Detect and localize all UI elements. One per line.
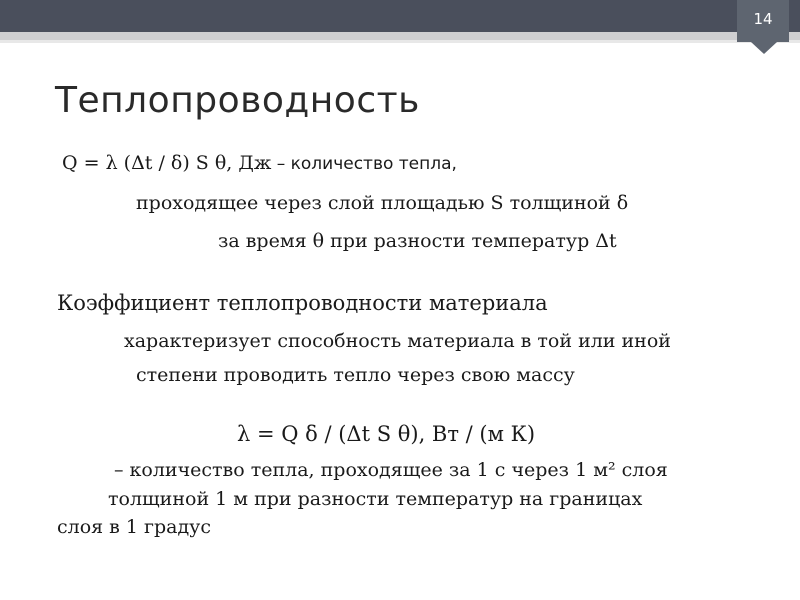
formula1-description-start: – количество тепла, [271,154,457,174]
slide-number-badge-arrow [751,42,777,54]
formula1-expression: Q = λ (Δt / δ) S θ, Дж [62,152,272,174]
slide-header-stripe [0,32,800,40]
coefficient-heading: Коэффициент теплопроводности материала [57,291,548,315]
formula2-description-line1: – количество тепла, проходящее за 1 с через 1 м² слоя [114,459,668,481]
coefficient-description-line1: характеризует способность материала в той или иной [124,330,671,352]
coefficient-description-line2: степени проводить тепло через свою массу [136,364,575,386]
slide-title: Теплопроводность [55,80,420,121]
formula1-description-line3: за время θ при разности температур Δt [218,230,617,252]
formula1-description-line2: проходящее через слой площадью S толщиной δ [136,192,629,214]
formula2-description-line2: толщиной 1 м при разности температур на границах [108,488,643,510]
slide-number: 14 [753,10,773,28]
formula2-description-line3: слоя в 1 градус [57,516,212,538]
slide-top-bar [0,0,800,32]
slide-header-stripe-light [0,40,800,43]
formula1-line [62,152,457,174]
formula2-expression: λ = Q δ / (Δt S θ), Вт / (м К) [237,422,536,446]
